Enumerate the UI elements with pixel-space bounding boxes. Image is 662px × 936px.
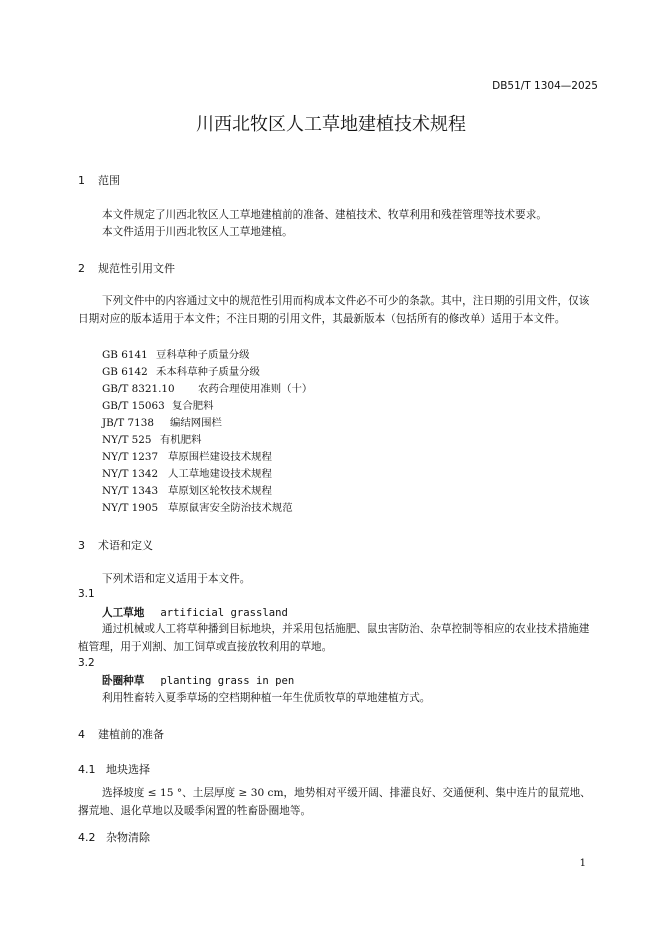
reference-name: 草原鼠害安全防治技术规范 [168, 502, 293, 514]
section-number: 1 [78, 174, 85, 187]
term-chinese: 人工草地 [102, 607, 145, 619]
paragraph: 下列术语和定义适用于本文件。 [102, 573, 251, 585]
section-title: 范围 [98, 174, 120, 187]
term-english: planting grass in pen [160, 675, 295, 687]
reference-item [102, 448, 272, 463]
reference-name: 豆科草种子质量分级 [156, 349, 250, 361]
section-number: 4 [78, 728, 85, 741]
reference-item [102, 397, 214, 412]
reference-code: GB/T 15063 [102, 400, 165, 412]
reference-item [102, 414, 222, 429]
subsection-heading-4-2 [78, 829, 150, 845]
reference-name: 编结网围栏 [170, 417, 222, 429]
term-english: artificial grassland [160, 607, 288, 619]
reference-name: 草原围栏建设技术规程 [168, 451, 272, 463]
paragraph: 本文件规定了川西北牧区人工草地建植前的准备、建植技术、牧草利用和残茬管理等技术要求。 [102, 209, 547, 221]
reference-item [102, 465, 272, 480]
reference-code: NY/T 1342 [102, 468, 159, 480]
reference-name: 草原划区轮牧技术规程 [168, 485, 272, 497]
document-title: 川西北牧区人工草地建植技术规程 [196, 114, 466, 135]
reference-code: GB 6142 [102, 366, 148, 378]
section-title: 规范性引用文件 [98, 262, 175, 275]
reference-name: 农药合理使用准则（十） [198, 383, 313, 395]
term-entry [102, 605, 288, 620]
paragraph: 下列文件中的内容通过文中的规范性引用而构成本文件必不可少的条款。其中，注日期的引用文件，仅该日期对应的版本适用于本文件；不注日期的引用文件，其最新版本（包括所有的修改单）适用于本文件。 [78, 295, 590, 325]
section-heading-2 [78, 260, 175, 276]
term-number: 3.2 [78, 657, 95, 669]
reference-code: JB/T 7138 [102, 417, 154, 429]
term-entry [102, 673, 294, 688]
subsection-number: 4.1 [78, 763, 96, 776]
reference-code: NY/T 1237 [102, 451, 159, 463]
reference-name: 复合肥料 [172, 400, 214, 412]
standard-code: DB51/T 1304—2025 [492, 80, 598, 92]
reference-item [102, 346, 250, 361]
reference-code: NY/T 525 [102, 434, 152, 446]
page-number: 1 [579, 858, 586, 869]
section-number: 3 [78, 539, 85, 552]
reference-code: NY/T 1905 [102, 502, 159, 514]
subsection-title: 地块选择 [106, 763, 150, 776]
section-heading-1 [78, 172, 120, 188]
paragraph: 本文件适用于川西北牧区人工草地建植。 [102, 226, 293, 238]
term-definition: 利用牲畜转入夏季草场的空档期种植一年生优质牧草的草地建植方式。 [102, 692, 431, 704]
reference-code: GB 6141 [102, 349, 148, 361]
section-number: 2 [78, 262, 85, 275]
paragraph: 选择坡度 ≤ 15 °、土层厚度 ≥ 30 cm，地势相对平缓开阔、排灌良好、交通便利、集中连片的鼠荒地、撂荒地、退化草地以及暖季闲置的牲畜卧圈地等。 [78, 787, 591, 817]
subsection-heading-4-1 [78, 761, 150, 777]
section-heading-3 [78, 537, 153, 553]
subsection-title: 杂物清除 [106, 831, 150, 844]
reference-item [102, 363, 260, 378]
subsection-number: 4.2 [78, 831, 96, 844]
section-title: 术语和定义 [98, 539, 153, 552]
section-title: 建植前的准备 [98, 728, 164, 741]
reference-name: 人工草地建设技术规程 [168, 468, 272, 480]
term-definition: 通过机械或人工将草种播到目标地块，并采用包括施肥、鼠虫害防治、杂草控制等相应的农业技术措施建植管理，用于刈割、加工饲草或直接放牧利用的草地。 [78, 623, 590, 653]
reference-item [102, 482, 272, 497]
reference-name: 有机肥料 [160, 434, 202, 446]
section-heading-4 [78, 726, 164, 742]
term-number: 3.1 [78, 588, 95, 600]
reference-item [102, 380, 312, 395]
reference-item [102, 431, 202, 446]
reference-code: GB/T 8321.10 [102, 383, 175, 395]
reference-code: NY/T 1343 [102, 485, 159, 497]
term-chinese: 卧圈种草 [102, 675, 145, 687]
reference-name: 禾本科草种子质量分级 [156, 366, 260, 378]
reference-item [102, 499, 293, 514]
